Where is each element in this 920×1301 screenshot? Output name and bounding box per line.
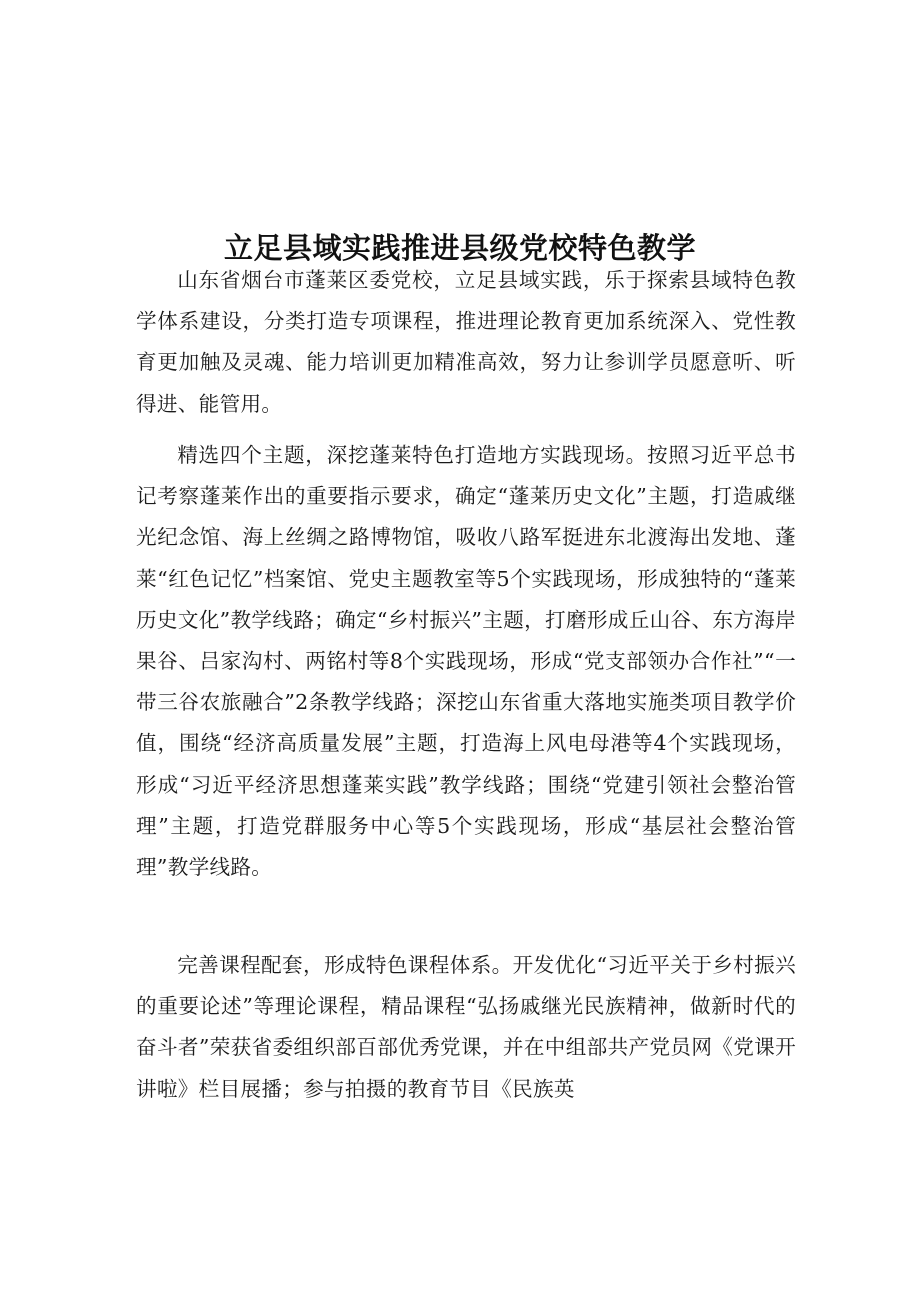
document-title: 立足县域实践推进县级党校特色教学 bbox=[223, 231, 696, 266]
paragraph-courses: 完善课程配套，形成特色课程体系。开发优化“习近平关于乡村振兴的重要论述”等理论课程，精品课程“弘扬戚继光民族精神，做新时代的奋斗者”荣获省委组织部百部优秀党课，并在中组部共产党员网《党课开讲啦》栏目展播；参与拍摄的教育节目《民族英 bbox=[136, 953, 796, 1101]
paragraph-intro: 山东省烟台市蓬莱区委党校，立足县域实践，乐于探索县域特色教学体系建设，分类打造专项课程，推进理论教育更加系统深入、党性教育更加触及灵魂、能力培训更加精准高效，努力让参训学员愿意听、听得进、能管用。 bbox=[136, 268, 796, 416]
paragraph-themes: 精选四个主题，深挖蓬莱特色打造地方实践现场。按照习近平总书记考察蓬莱作出的重要指示要求，确定“蓬莱历史文化”主题，打造戚继光纪念馆、海上丝绸之路博物馆，吸收八路军挺进东北渡海出发地、蓬莱“红色记忆”档案馆、党史主题教室等5个实践现场，形成独特的“蓬莱历史文化”教学线路；确定“乡村振兴”主题，打磨形成丘山谷、东方海岸果谷、吕家沟村、两铭村等8个实践现场，形成“党支部领办合作社”“一带三谷农旅融合”2条教学线路；深挖山东省重大落地实施类项目教学价值，围绕“经济高质量发展”主题，打造海上风电母港等4个实践现场，形成“习近平经济思想蓬莱实践”教学线路；围绕“党建引领社会整治管理”主题，打造党群服务中心等5个实践现场，形成“基层社会整治管理”教学线路。 bbox=[136, 443, 796, 880]
